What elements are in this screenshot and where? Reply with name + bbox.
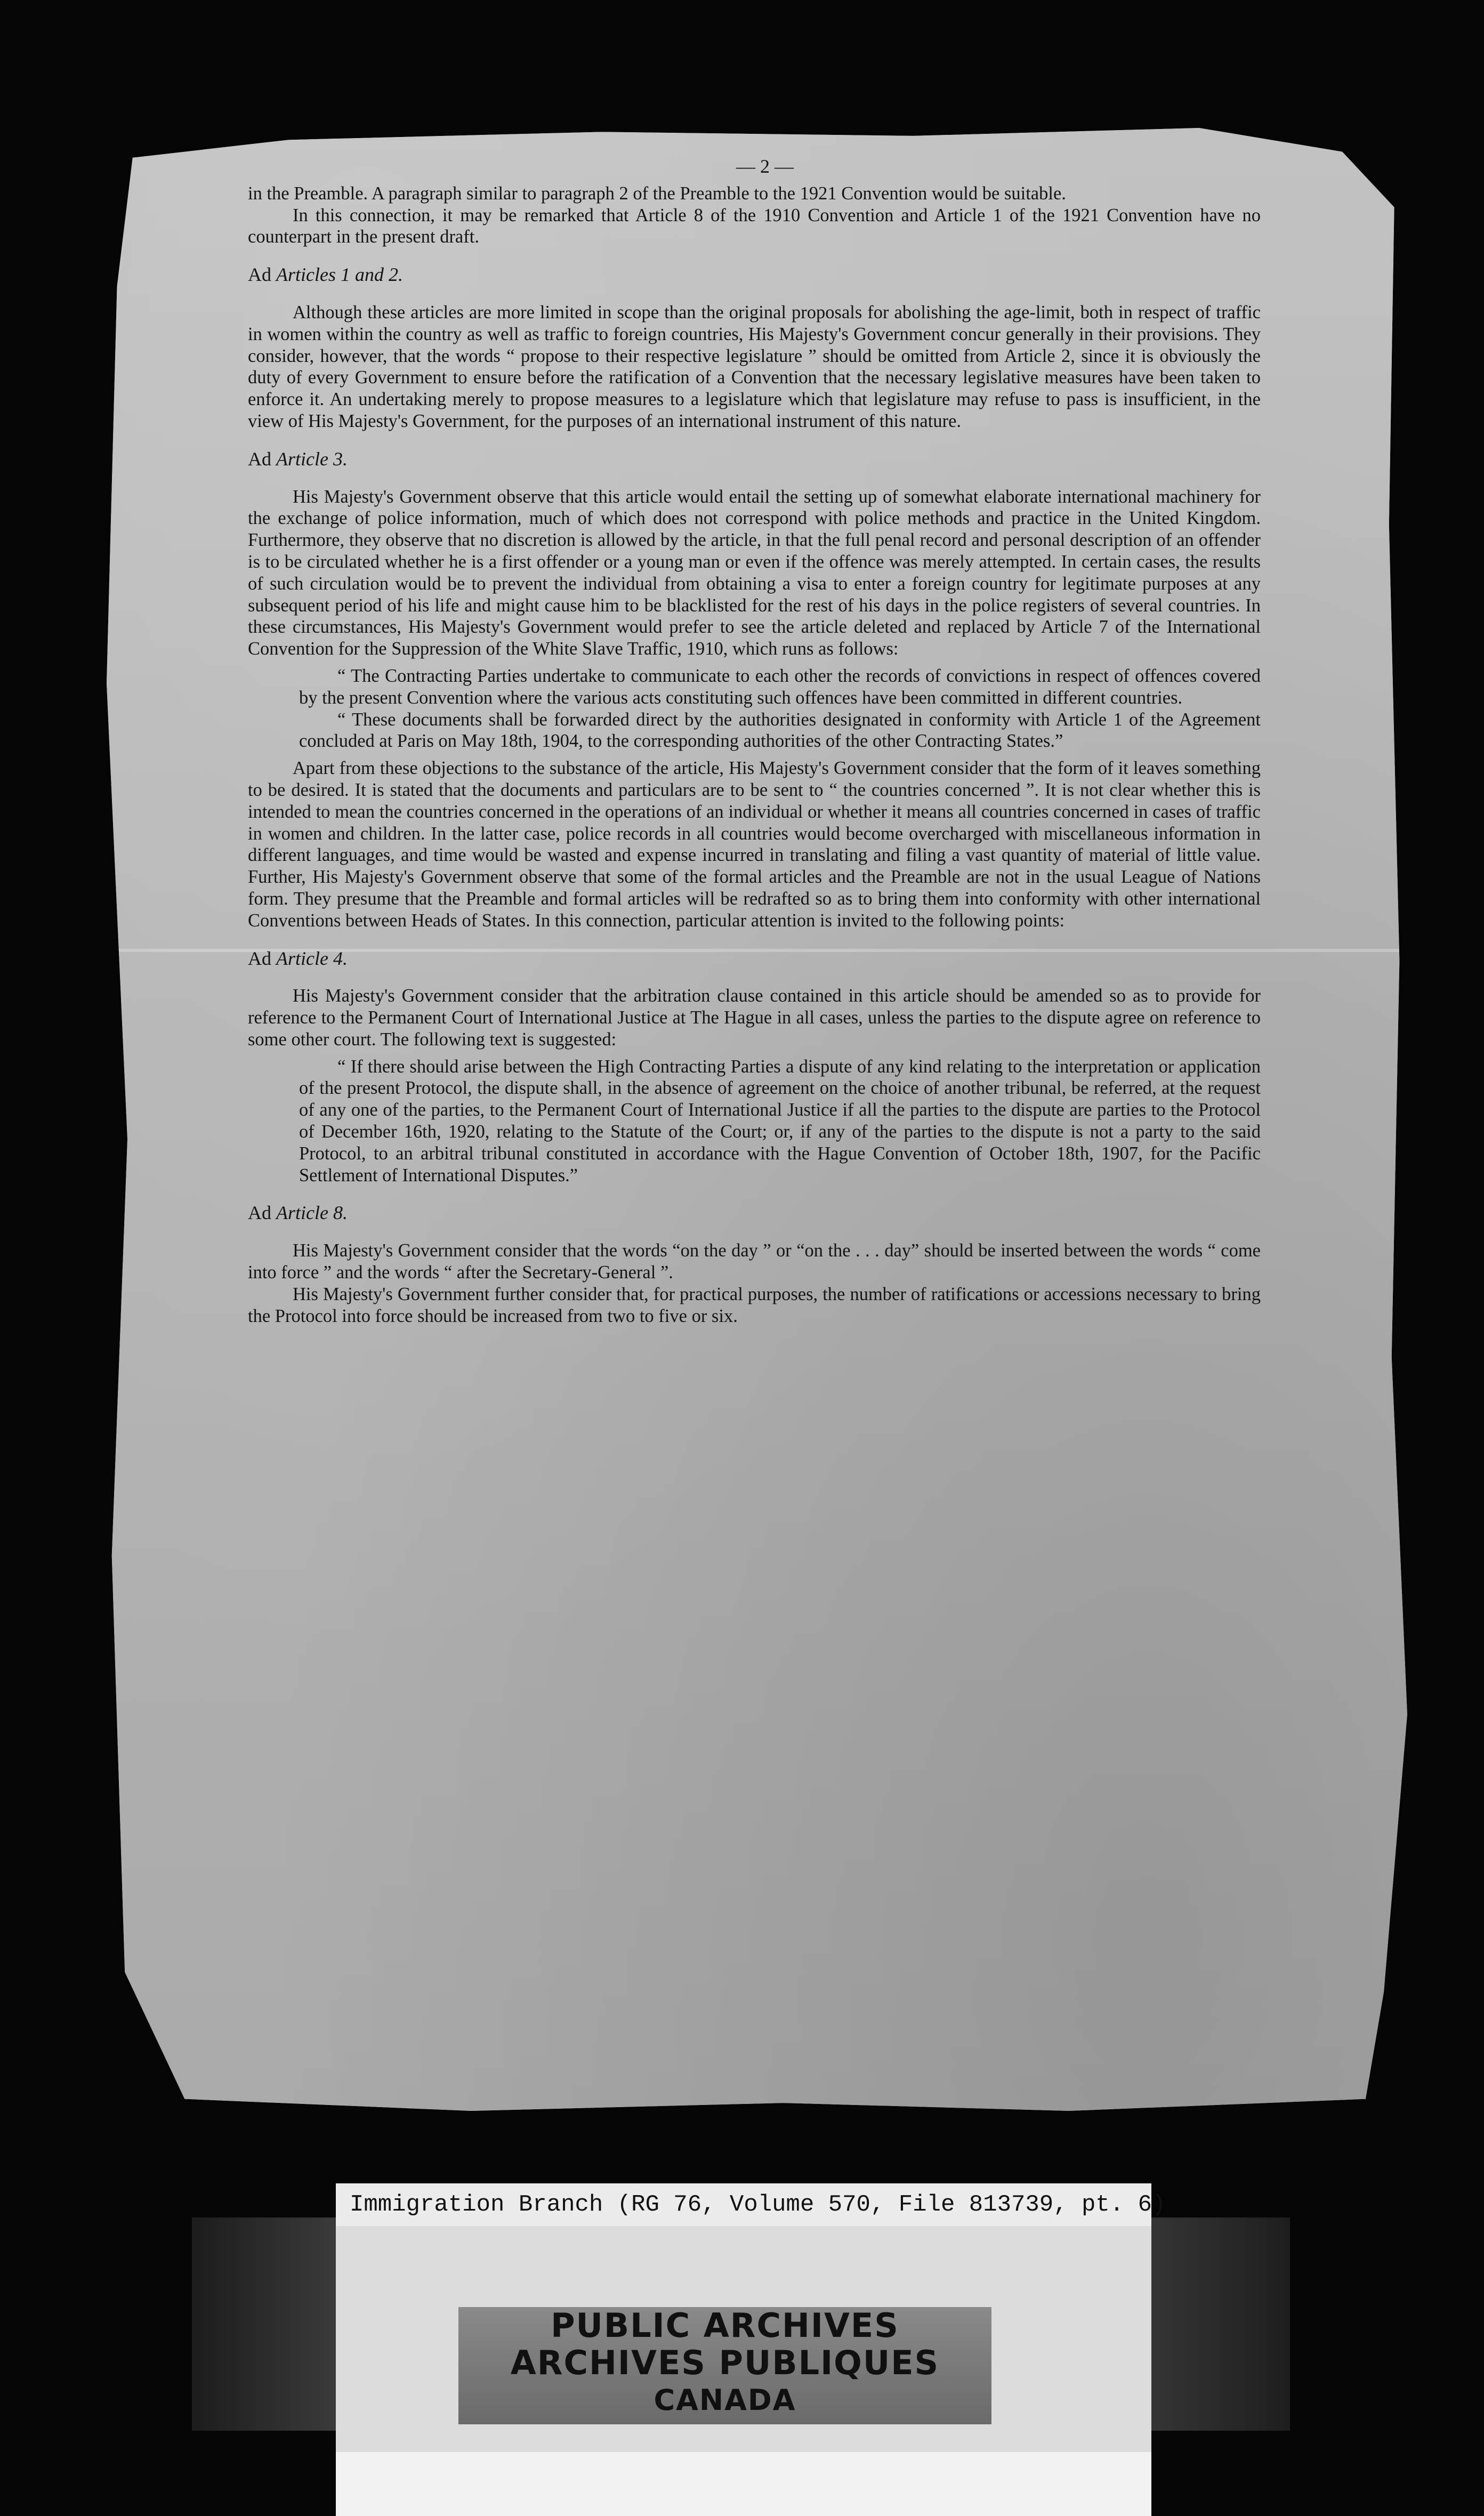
heading-prefix: Ad bbox=[248, 1202, 276, 1224]
heading-article-ref: Articles 1 and 2. bbox=[276, 264, 403, 286]
heading-prefix: Ad bbox=[248, 947, 276, 969]
paragraph-ratifications: His Majesty's Government further consider that, for practical purposes, the number of ratifications or accessions necessary to bring the Protocol into force should be increased from two to five or six. bbox=[248, 1284, 1261, 1326]
document-body bbox=[248, 156, 1261, 1327]
label-tape bbox=[336, 2452, 1151, 2516]
heading-article-ref: Article 4. bbox=[276, 947, 348, 969]
archive-caption: Immigration Branch (RG 76, Volume 570, File 813739, pt. 6) bbox=[336, 2183, 1151, 2226]
paragraph-preamble-end: in the Preamble. A paragraph similar to paragraph 2 of the Preamble to the 1921 Convention would be suitable. bbox=[248, 183, 1066, 204]
heading-article-ref: Article 3. bbox=[276, 448, 348, 470]
quote-paragraph-2: “ These documents shall be forwarded direct by the authorities designated in conformity with Article 1 of the Agreement concluded at Paris on May 18th, 1904, to the corresponding authorities of the other Contracting States.” bbox=[299, 709, 1261, 752]
paragraph-objections: Apart from these objections to the substance of the article, His Majesty's Government consider that the form of it leaves something to be desired. It is stated that the documents and particulars are to be sent to “ the countries concerned ”. It is not clear whether this is intended to mean the countries concerned in the operations of an individual or whether it means all countries concerned in cases of traffic in women and children. In the latter case, police records in all countries would become overcharged with miscellaneous information in different languages, and time would be wasted and expense incurred in translating and filing a vast quantity of material of little value. Further, His Majesty's Government observe that some of the formal articles and the Preamble are not in the usual League of Nations form. They presume that the Preamble and formal articles will be redrafted so as to bring them into conformity with other international Conventions between Heads of States. In this connection, particular attention is invited to the following points: bbox=[248, 758, 1261, 931]
stamp-line-1: PUBLIC ARCHIVES bbox=[551, 2306, 899, 2345]
stamp-line-3: CANADA bbox=[654, 2383, 796, 2417]
quote-paragraph-1: “ The Contracting Parties undertake to communicate to each other the records of convictions in respect of offences covered by the present Convention where the various acts constituting such offences have been committed in different countries. bbox=[299, 665, 1261, 708]
quotation-arbitration-clause bbox=[299, 1056, 1261, 1187]
page-number: — 2 — bbox=[736, 156, 794, 177]
heading-prefix: Ad bbox=[248, 448, 276, 470]
quote-paragraph-3: “ If there should arise between the High Contracting Parties a dispute of any kind relating to the interpretation or application of the present Protocol, the dispute shall, in the absence of agreement on the choice of another tribunal, be referred, at the request of any one of the parties, to the Permanent Court of International Justice if all the parties to the dispute are parties to the Protocol of December 16th, 1920, relating to the Statute of the Court; or, if any of the parties to the dispute is not a party to the said Protocol, to an arbitral tribunal constituted in accordance with the Hague Convention of October 18th, 1907, for the Pacific Settlement of International Disputes.” bbox=[299, 1056, 1261, 1186]
heading-article-4 bbox=[248, 948, 1261, 970]
heading-articles-1-2 bbox=[248, 264, 1261, 286]
quotation-article-7 bbox=[299, 665, 1261, 752]
heading-prefix: Ad bbox=[248, 264, 276, 286]
heading-article-8 bbox=[248, 1202, 1261, 1224]
stamp-line-2: ARCHIVES PUBLIQUES bbox=[510, 2343, 940, 2382]
archive-stamp bbox=[458, 2307, 991, 2424]
paragraph-articles-1-2: Although these articles are more limited in scope than the original proposals for abolishing the age-limit, both in respect of traffic in women within the country as well as traffic to foreign countries, His Majesty's Government concur generally in their provisions. They consider, however, that the words “ propose to their respective legislature ” should be omitted from Article 2, since it is obviously the duty of every Government to ensure before the ratification of a Convention that the necessary legislative measures have been taken to enforce it. An undertaking merely to propose measures to a legislature which that legislature may refuse to pass is insufficient, in the view of His Majesty's Government, for the purposes of an international instrument of this nature. bbox=[248, 302, 1261, 431]
paragraph-article-4: His Majesty's Government consider that the arbitration clause contained in this article should be amended so as to provide for reference to the Permanent Court of International Justice at The Hague in all cases, unless the parties to the dispute agree on reference to some other court. The following text is suggested: bbox=[248, 986, 1261, 1050]
heading-article-3 bbox=[248, 448, 1261, 470]
heading-article-ref: Article 8. bbox=[276, 1202, 348, 1224]
paragraph-connection: In this connection, it may be remarked that Article 8 of the 1910 Convention and Article 1 of the 1921 Convention have no counterpart in the present draft. bbox=[248, 205, 1261, 247]
paragraph-article-3: His Majesty's Government observe that this article would entail the setting up of somewhat elaborate international machinery for the exchange of police information, much of which does not correspond with police methods and practice in the United Kingdom. Furthermore, they observe that no discretion is allowed by the article, in that the full penal record and personal description of an offender is to be circulated whether he is a first offender or a young man or even if the offence was merely attempted. In certain cases, the results of such circulation would be to prevent the individual from obtaining a visa to enter a foreign country for legitimate purposes at any subsequent period of his life and might cause him to be blacklisted for the rest of his days in the police registers of several countries. In these circumstances, His Majesty's Government would prefer to see the article deleted and replaced by Article 7 of the International Convention for the Suppression of the White Slave Traffic, 1910, which runs as follows: bbox=[248, 486, 1261, 659]
paragraph-article-8: His Majesty's Government consider that the words “on the day ” or “on the . . . day” should be inserted between the words “ come into force ” and the words “ after the Secretary-General ”. bbox=[248, 1240, 1261, 1283]
